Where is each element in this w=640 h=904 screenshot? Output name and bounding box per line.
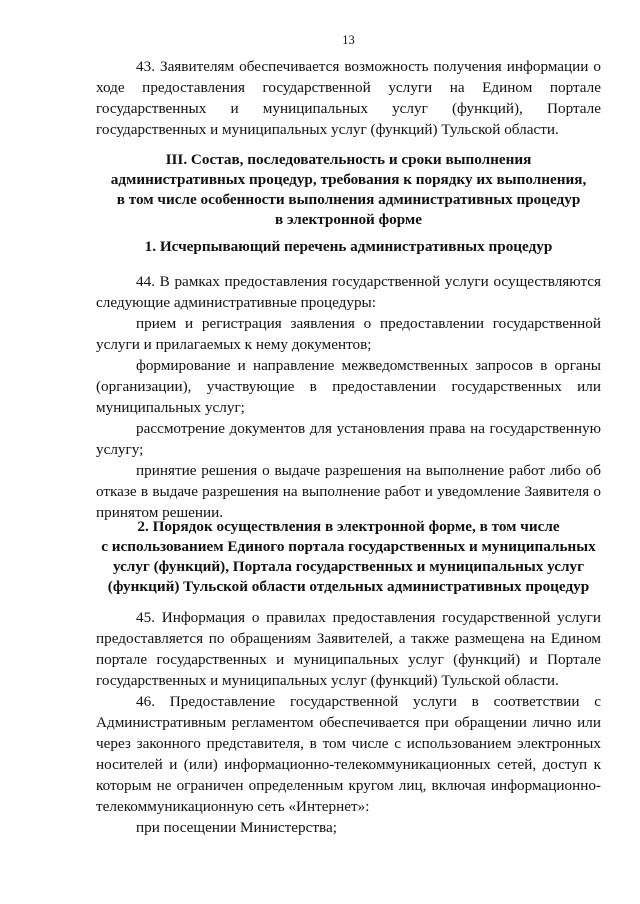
list-item: формирование и направление межведомственных запросов в органы (организации), участвующие в предоставлении государственных или муниципальных услуг; xyxy=(96,357,601,416)
section-3-heading-line-4: в электронной форме xyxy=(274,211,423,228)
page-number: 13 xyxy=(342,33,355,47)
subsection-1-heading: 1. Исчерпывающий перечень административных процедур xyxy=(144,238,553,255)
paragraph-43: 43. Заявителям обеспечивается возможность получения информации о ходе предоставления государственной услуги на Едином портале государственных и муниципальных услуг (функций), Портале государственных и муниципальных услуг (функций) Тульской области. xyxy=(96,58,601,138)
procedures-block xyxy=(96,271,601,523)
list-item: принятие решения о выдаче разрешения на выполнение работ либо об отказе в выдаче разрешения на выполнение работ и уведомление Заявителя о принятом решении. xyxy=(96,462,601,521)
list-item: рассмотрение документов для установления права на государственную услугу; xyxy=(96,420,601,458)
electronic-form-block xyxy=(96,607,601,838)
section-3-heading-line-2: административных процедур, требования к порядку их выполнения, xyxy=(110,171,587,188)
section-3-heading-line-3: в том числе особенности выполнения административных процедур xyxy=(116,191,581,208)
section-3-heading xyxy=(96,150,601,230)
paragraph-46: 46. Предоставление государственной услуги в соответствии с Административным регламентом обеспечивается при обращении лично или через законного представителя, в том числе с использованием электронных носителей и (или) информационно-телекоммуникационных сетей, доступ к которым не ограничен определенным кругом лиц, включая информационно-телекоммуникационную сеть «Интернет»: xyxy=(96,693,601,815)
paragraph-ministry-visit: при посещении Министерства; xyxy=(136,819,337,836)
subsection-2-heading-line-1: 2. Порядок осуществления в электронной форме, в том числе xyxy=(137,518,560,535)
paragraph-44: 44. В рамках предоставления государственной услуги осуществляются следующие административные процедуры: xyxy=(96,273,601,311)
subsection-2-heading xyxy=(96,517,601,597)
section-3-heading-line-1: III. Состав, последовательность и сроки выполнения xyxy=(165,151,532,168)
subsection-2-heading-line-4: (функций) Тульской области отдельных административных процедур xyxy=(107,578,590,595)
list-item: прием и регистрация заявления о предоставлении государственной услуги и прилагаемых к нему документов; xyxy=(96,315,601,353)
subsection-2-heading-line-2: с использованием Единого портала государственных и муниципальных xyxy=(101,538,596,555)
subsection-2-heading-line-3: услуг (функций), Портала государственных и муниципальных услуг xyxy=(112,558,585,575)
paragraph-45: 45. Информация о правилах предоставления государственной услуги предоставляется по обращениям Заявителей, а также размещена на Едином портале государственных и муниципальных услуг (функций) и Портале государственных и муниципальных услуг (функций) Тульской области. xyxy=(96,609,601,689)
